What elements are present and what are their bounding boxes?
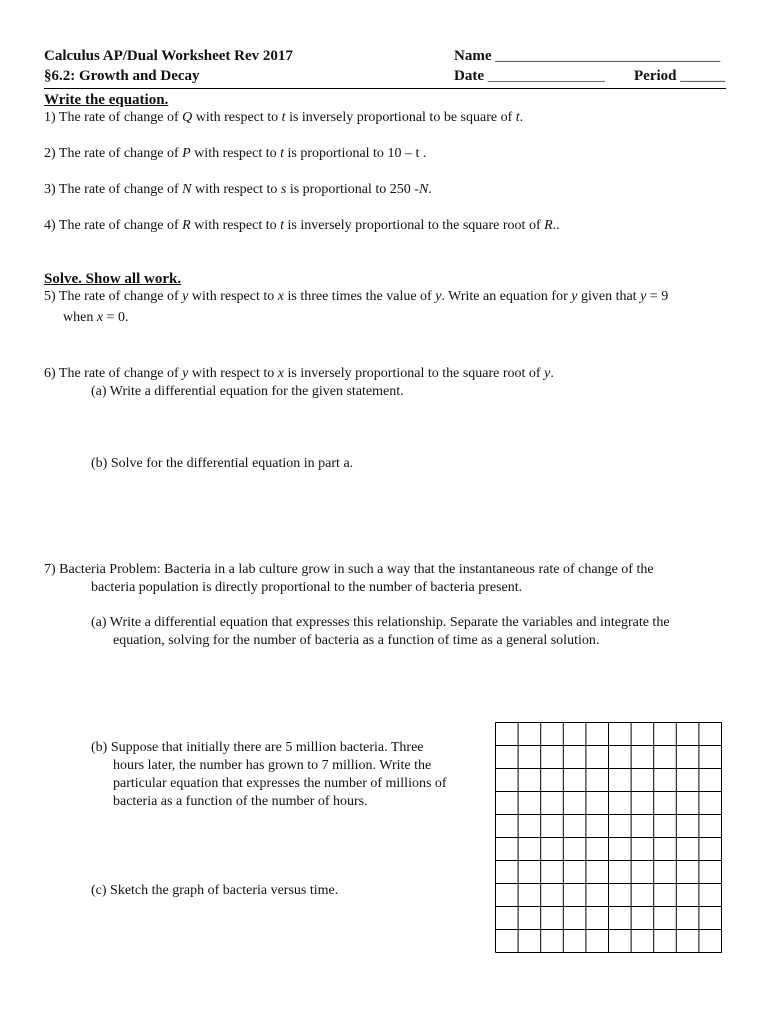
- question-7: 7) Bacteria Problem: Bacteria in a lab culture grow in such a way that the instantaneous rate of change of the: [44, 562, 654, 577]
- question-5-continued: when x = 0.: [63, 310, 129, 325]
- question-7b-line-1: (b) Suppose that initially there are 5 million bacteria. Three: [91, 740, 424, 755]
- period-blank: ______: [680, 68, 726, 84]
- question-7b-line-2: hours later, the number has grown to 7 million. Write the: [113, 758, 432, 773]
- name-blank: ______________________________: [495, 48, 721, 64]
- question-6b: (b) Solve for the differential equation in part a.: [91, 456, 354, 471]
- name-label: Name: [454, 48, 492, 64]
- header-divider: [44, 88, 726, 89]
- question-7a: (a) Write a differential equation that expresses this relationship. Separate the variables and integrate the: [91, 615, 670, 630]
- worksheet-subtitle: §6.2: Growth and Decay: [44, 68, 200, 84]
- question-7-continued: bacteria population is directly proportional to the number of bacteria present.: [91, 580, 523, 595]
- question-7a-continued: equation, solving for the number of bacteria as a function of time as a general solution.: [113, 633, 600, 648]
- question-7b-line-3: particular equation that expresses the number of millions of: [113, 776, 447, 791]
- graph-grid: [495, 722, 723, 954]
- graph-grid-svg: [495, 722, 723, 954]
- period-field[interactable]: [634, 67, 725, 85]
- date-blank: __________________: [487, 68, 605, 83]
- name-field[interactable]: [454, 47, 720, 65]
- question-4: 4) The rate of change of R with respect to t is inversely proportional to the square root of R..: [44, 218, 560, 233]
- question-5: 5) The rate of change of y with respect to x is three times the value of y. Write an equation for y given that y = 9: [44, 289, 669, 304]
- section-heading-write: Write the equation.: [44, 92, 169, 108]
- section-heading-solve: Solve. Show all work.: [44, 271, 182, 287]
- question-2: 2) The rate of change of P with respect to t is proportional to 10 – t .: [44, 146, 427, 161]
- question-7b-line-4: bacteria as a function of the number of hours.: [113, 794, 368, 809]
- question-7c: (c) Sketch the graph of bacteria versus time.: [91, 883, 339, 898]
- date-label: Date: [454, 68, 484, 84]
- question-1: 1) The rate of change of Q with respect to t is inversely proportional to be square of t.: [44, 110, 524, 125]
- question-6: 6) The rate of change of y with respect to x is inversely proportional to the square root of y.: [44, 366, 554, 381]
- question-3: 3) The rate of change of N with respect to s is proportional to 250 -N.: [44, 182, 432, 197]
- period-label: Period: [634, 68, 677, 84]
- date-field[interactable]: [454, 67, 605, 85]
- worksheet-title: Calculus AP/Dual Worksheet Rev 2017: [44, 48, 293, 64]
- question-6a: (a) Write a differential equation for the given statement.: [91, 384, 404, 399]
